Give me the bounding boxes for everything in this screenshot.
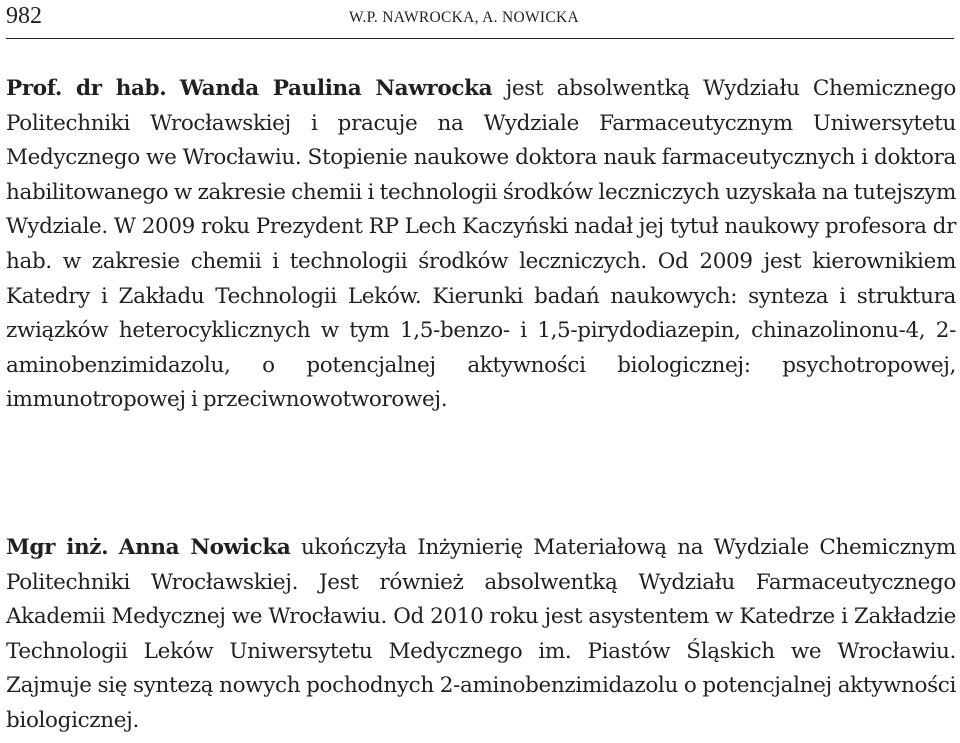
- author-title: Prof. dr hab.: [6, 76, 167, 101]
- author-bio-nowicka: [6, 531, 956, 739]
- author-bio-nawrocka: [6, 72, 956, 418]
- author-bio-text: jest absolwentką Wydziału Chemicznego Politechniki Wrocławskiej i pracuje na Wydziale Farmaceutycznym Uniwersytetu Medycznego we Wrocławiu. Stopienie naukowe doktora nauk farmaceutycznych i doktora habilitowanego w zakresie chemii i technologii środków leczniczych uzyskała na tutejszym Wydziale. W 2009 roku Prezydent RP Lech Kaczyński nadał jej tytuł naukowy profesora dr hab. w zakresie chemii i technologii środków leczniczych. Od 2009 jest kierownikiem Katedry i Zakładu Technologii Leków. Kierunki badań naukowych: synteza i struktura związków heterocyklicznych w tym 1,5-benzo- i 1,5-pirydodiazepin, chinazolinonu-4, 2-aminobenzimidazolu, o potencjalnej aktywności biologicznej: psychotropowej, immunotropowej i przeciwnowotworowej.: [6, 76, 956, 413]
- page-number: 982: [6, 3, 42, 29]
- author-name: Anna Nowicka: [118, 535, 291, 560]
- author-title: Mgr inż.: [6, 535, 109, 560]
- page-header: [6, 0, 954, 39]
- running-head: W.P. NAWROCKA, A. NOWICKA: [349, 9, 580, 26]
- author-name: Wanda Paulina Nawrocka: [179, 76, 493, 101]
- author-bio-text: ukończyła Inżynierię Materiałową na Wydziale Chemicznym Politechniki Wrocławskiej. Jest również absolwentką Wydziału Farmaceutycznego Akademii Medycznej we Wrocławiu. Od 2010 roku jest asystentem w Katedrze i Zakładzie Technologii Leków Uniwersytetu Medycznego im. Piastów Śląskich we Wrocławiu. Zajmuje się syntezą nowych pochodnych 2-aminobenzimidazolu o potencjalnej aktywności biologicznej.: [6, 535, 956, 733]
